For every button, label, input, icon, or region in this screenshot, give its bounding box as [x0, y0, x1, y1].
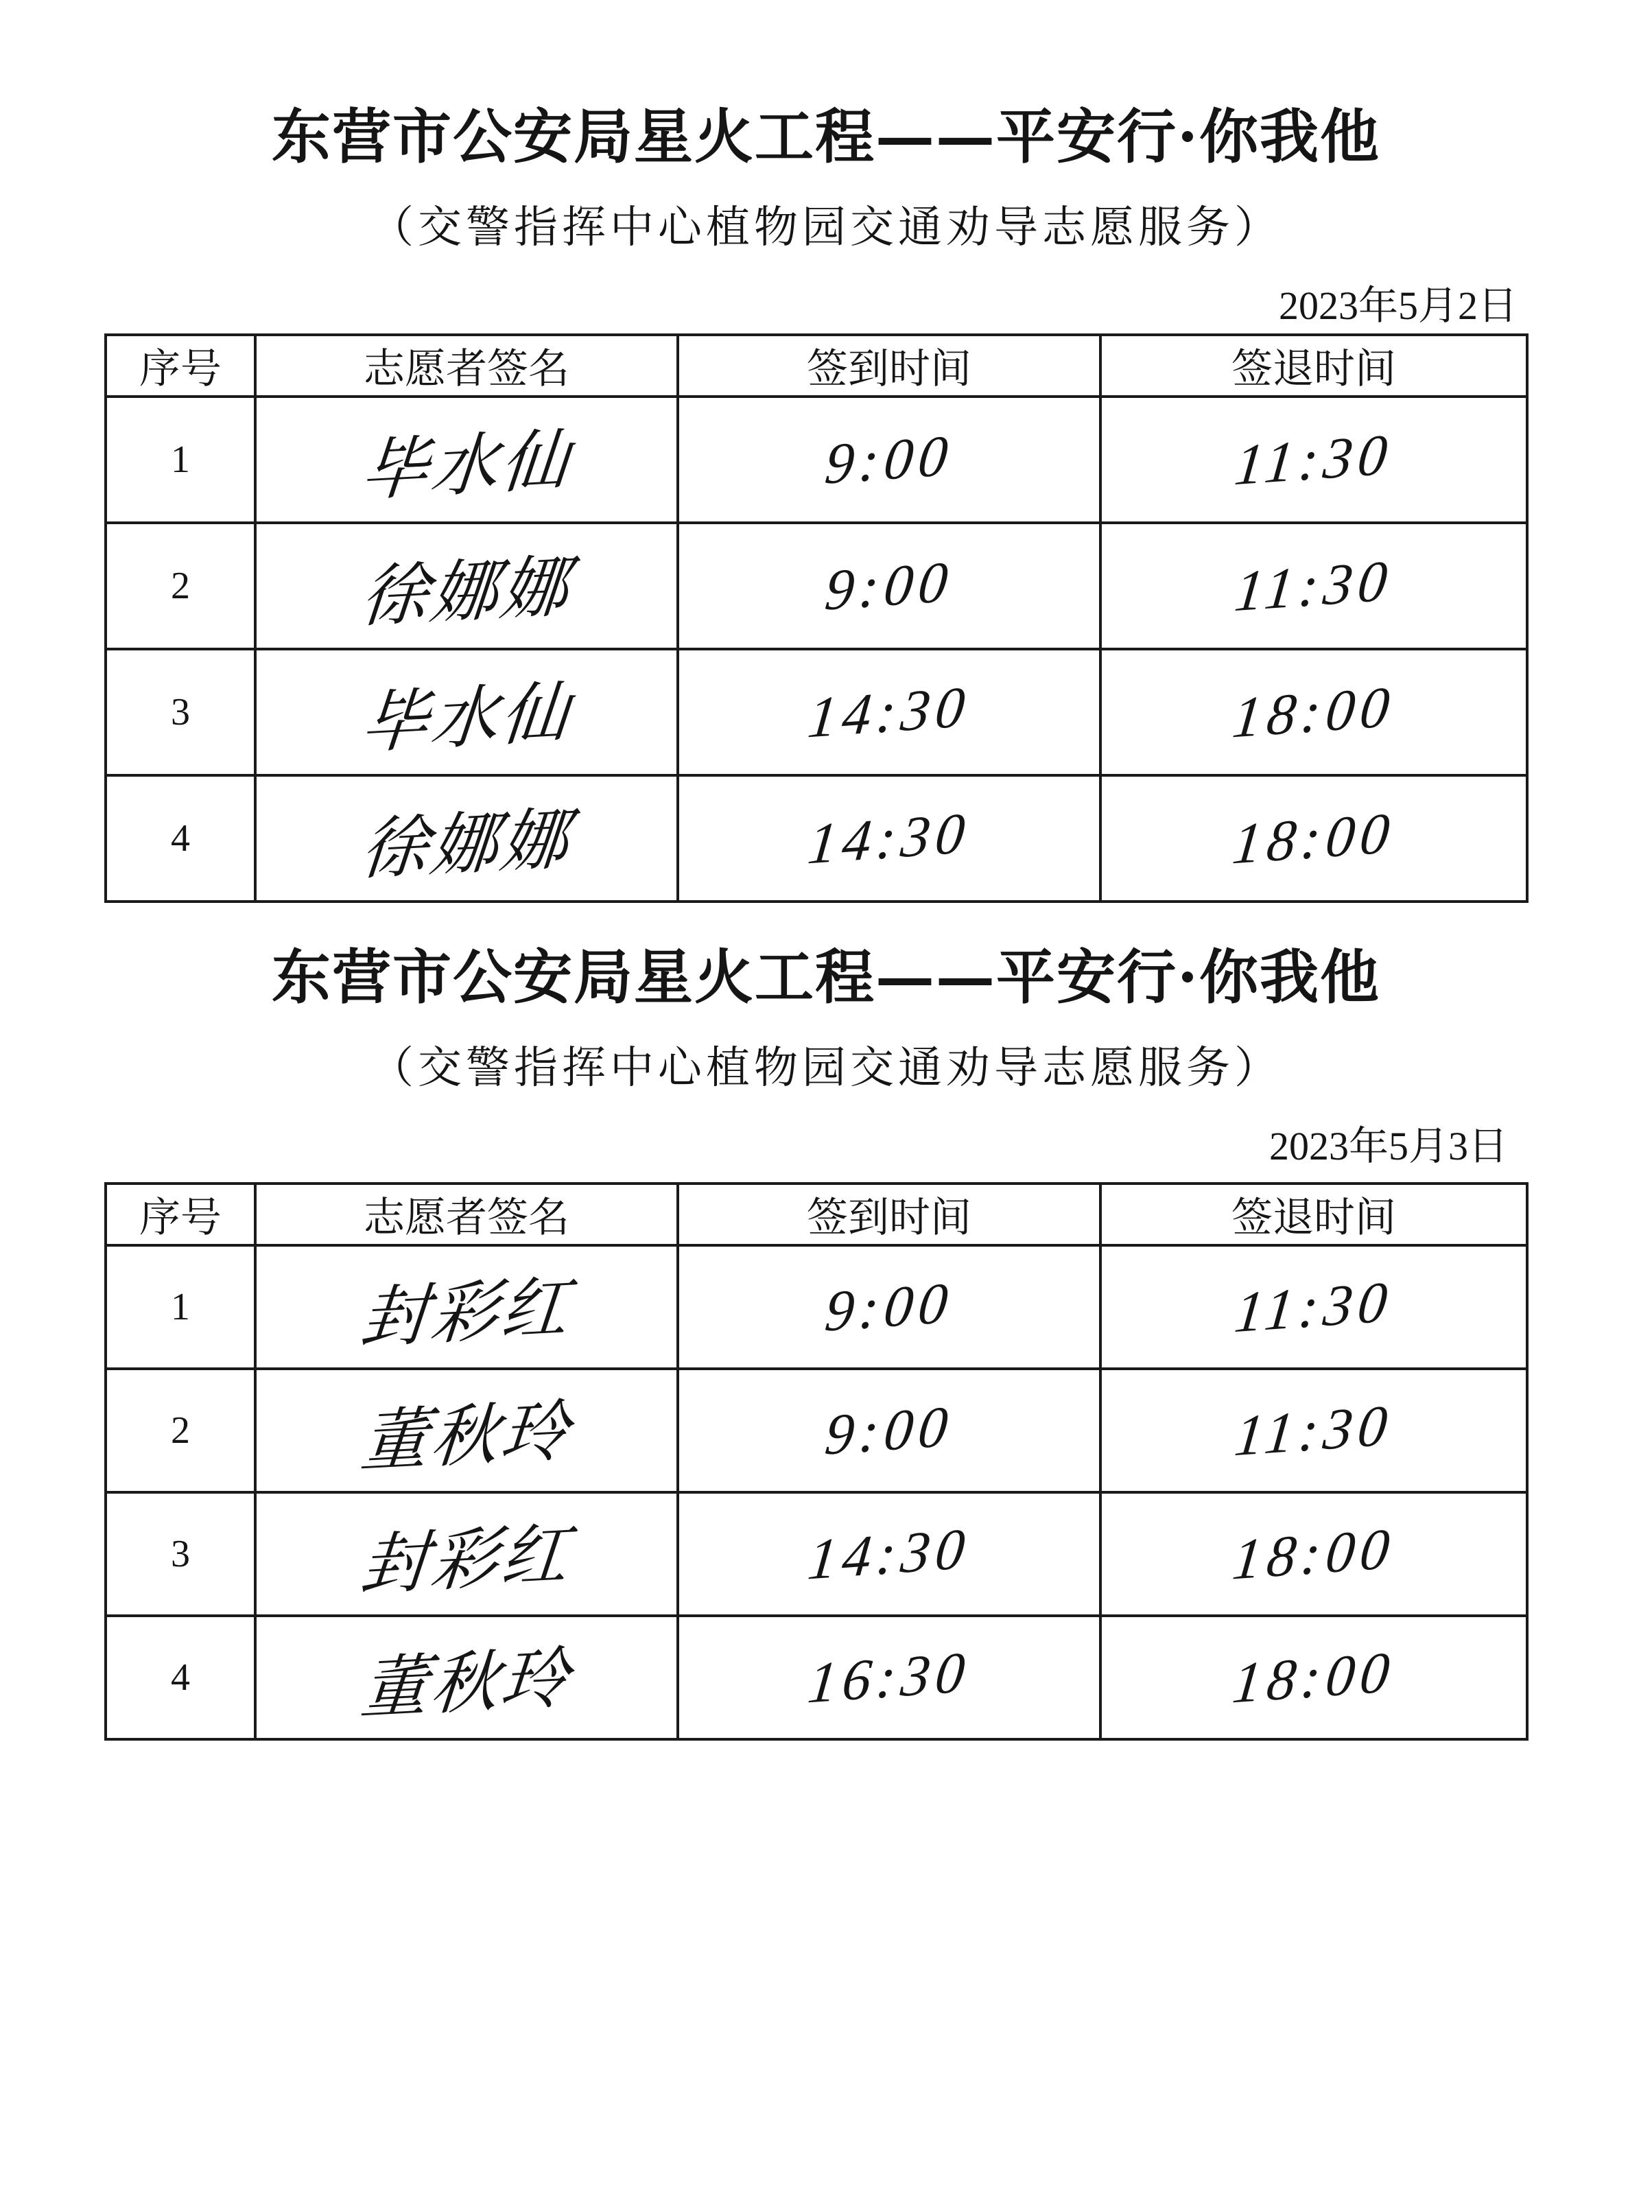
- check-out-cell: [1100, 397, 1527, 523]
- handwritten-signature: 董秋玲: [357, 1638, 575, 1728]
- handwritten-check-out-time: 11:30: [1231, 548, 1396, 624]
- handwritten-check-out-time: 18:00: [1229, 800, 1398, 877]
- row-serial: 4: [106, 1616, 255, 1739]
- sheet-title: 东营市公安局星火工程——平安行·你我他: [272, 102, 1380, 172]
- check-out-cell: [1100, 775, 1527, 902]
- table-row: [106, 523, 1527, 649]
- signature-cell: [255, 775, 678, 902]
- handwritten-check-out-time: 18:00: [1229, 1516, 1398, 1592]
- check-in-cell: [678, 775, 1100, 902]
- handwritten-signature: 董秋玲: [357, 1391, 575, 1481]
- table-row: [106, 1616, 1527, 1739]
- table-row: [106, 1369, 1527, 1492]
- handwritten-check-out-time: 18:00: [1229, 1639, 1398, 1716]
- sheet-subtitle: （交警指挥中心植物园交通劝导志愿服务）: [370, 202, 1282, 253]
- handwritten-check-in-time: 9:00: [822, 1393, 956, 1468]
- row-serial: 3: [106, 649, 255, 775]
- header-check-out: 签退时间: [1100, 335, 1527, 397]
- header-serial: 序号: [106, 335, 255, 397]
- handwritten-check-in-time: 14:30: [805, 674, 974, 751]
- attendance-table: [104, 1182, 1529, 1741]
- check-in-cell: [678, 649, 1100, 775]
- signature-cell: [255, 1616, 678, 1739]
- check-out-cell: [1100, 1492, 1527, 1616]
- row-serial: 2: [106, 1369, 255, 1492]
- table-row: [106, 649, 1527, 775]
- handwritten-check-in-time: 9:00: [822, 1270, 956, 1344]
- header-signature: 志愿者签名: [255, 1184, 678, 1245]
- sheet-title: 东营市公安局星火工程——平安行·你我他: [272, 943, 1380, 1012]
- table-row: [106, 1492, 1527, 1616]
- check-in-cell: [678, 523, 1100, 649]
- table-header-row: [106, 335, 1527, 397]
- row-serial: 2: [106, 523, 255, 649]
- check-out-cell: [1100, 1369, 1527, 1492]
- table-row: [106, 1245, 1527, 1369]
- row-serial: 4: [106, 775, 255, 902]
- check-in-cell: [678, 1245, 1100, 1369]
- signature-cell: [255, 397, 678, 523]
- check-in-cell: [678, 1369, 1100, 1492]
- signature-cell: [255, 1245, 678, 1369]
- handwritten-check-in-time: 9:00: [822, 549, 956, 623]
- header-check-in: 签到时间: [678, 335, 1100, 397]
- handwritten-check-out-time: 18:00: [1229, 674, 1398, 751]
- check-out-cell: [1100, 1245, 1527, 1369]
- handwritten-check-in-time: 14:30: [805, 800, 974, 877]
- sheet-subtitle: （交警指挥中心植物园交通劝导志愿服务）: [370, 1043, 1282, 1094]
- check-in-cell: [678, 1616, 1100, 1739]
- sheet-date: 2023年5月3日: [1268, 1124, 1508, 1168]
- row-serial: 3: [106, 1492, 255, 1616]
- handwritten-signature: 封彩红: [357, 1515, 575, 1605]
- header-signature: 志愿者签名: [255, 335, 678, 397]
- signature-cell: [255, 1492, 678, 1616]
- table-header-row: [106, 1184, 1527, 1245]
- table-row: [106, 775, 1527, 902]
- signature-cell: [255, 523, 678, 649]
- handwritten-check-in-time: 16:30: [805, 1639, 974, 1716]
- sheet-date: 2023年5月2日: [1278, 283, 1518, 328]
- header-serial: 序号: [106, 1184, 255, 1245]
- handwritten-check-in-time: 9:00: [822, 423, 956, 497]
- check-in-cell: [678, 1492, 1100, 1616]
- handwritten-signature: 毕水仙: [357, 673, 575, 763]
- handwritten-signature: 徐娜娜: [357, 547, 575, 637]
- handwritten-signature: 徐娜娜: [357, 799, 575, 889]
- handwritten-check-out-time: 11:30: [1231, 422, 1396, 497]
- row-serial: 1: [106, 397, 255, 523]
- attendance-table: [104, 333, 1529, 903]
- handwritten-check-in-time: 14:30: [805, 1516, 974, 1592]
- handwritten-check-out-time: 11:30: [1231, 1269, 1396, 1345]
- handwritten-signature: 毕水仙: [357, 421, 575, 510]
- signature-cell: [255, 1369, 678, 1492]
- row-serial: 1: [106, 1245, 255, 1369]
- header-check-out: 签退时间: [1100, 1184, 1527, 1245]
- table-row: [106, 397, 1527, 523]
- check-in-cell: [678, 397, 1100, 523]
- handwritten-signature: 封彩红: [357, 1268, 575, 1358]
- check-out-cell: [1100, 523, 1527, 649]
- handwritten-check-out-time: 11:30: [1231, 1393, 1396, 1468]
- check-out-cell: [1100, 1616, 1527, 1739]
- header-check-in: 签到时间: [678, 1184, 1100, 1245]
- check-out-cell: [1100, 649, 1527, 775]
- signature-cell: [255, 649, 678, 775]
